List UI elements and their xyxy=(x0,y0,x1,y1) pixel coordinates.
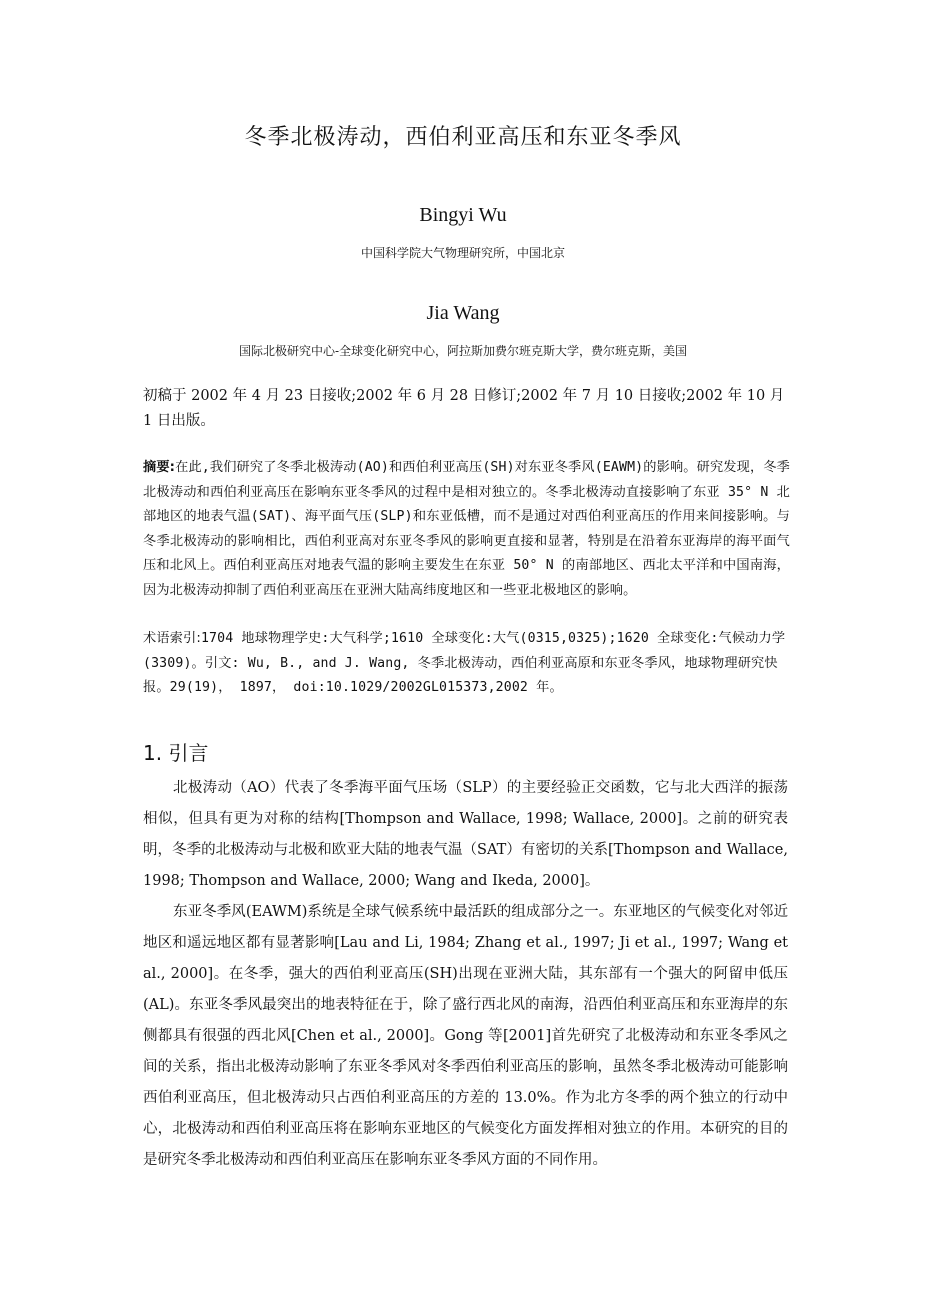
author-affiliation: 中国科学院大气物理研究所，中国北京 xyxy=(360,246,565,260)
abstract xyxy=(143,456,790,603)
author-name: Jia Wang xyxy=(426,302,500,324)
paper-title: 冬季北极涛动，西伯利亚高压和东亚冬季风 xyxy=(244,125,682,150)
body-paragraph: 东亚冬季风(EAWM)系统是全球气候系统中最活跃的组成部分之一。东亚地区的气候变化对邻近地区和遥远地区都有显著影响[Lau and Li, 1984; Zhang et al., 1997; Ji et al., 1997; Wang et al., 2000]。在冬季，强大的西伯利亚高压(SH)出现在亚洲大陆，其东部有一个强大的阿留申低压(AL)。东亚冬季风最突出的地表特征在于，除了盛行西北风的南海，沿西伯利亚高压和东亚海岸的东侧都具有很强的西北风[Chen et al., 2000]。Gong 等[2001]首先研究了北极涛动和东亚冬季风之间的关系，指出北极涛动影响了东亚冬季风对冬季西伯利亚高压的影响，虽然冬季北极涛动可能影响西伯利亚高压，但北极涛动只占西伯利亚高压的方差的 13.0%。作为北方冬季的两个独立的行动中心，北极涛动和西伯利亚高压将在影响东亚地区的气候变化方面发挥相对独立的作用。本研究的目的是研究冬季北极涛动和西伯利亚高压在影响东亚冬季风方面的不同作用。 xyxy=(143,904,788,1168)
body-paragraph: 北极涛动（AO）代表了冬季海平面气压场（SLP）的主要经验正交函数，它与北大西洋的振荡相似，但具有更为对称的结构[Thompson and Wallace, 1998; Wallace, 2000]。之前的研究表明，冬季的北极涛动与北极和欧亚大陆的地表气温（SAT）有密切的关系[Thompson and Wallace, 1998; Thompson and Wallace, 2000; Wang and Ikeda, 2000]。 xyxy=(143,780,788,889)
abstract-label: 摘要: xyxy=(143,460,176,475)
author-affiliation: 国际北极研究中心-全球变化研究中心，阿拉斯加费尔班克斯大学，费尔班克斯，美国 xyxy=(238,344,688,358)
author-name: Bingyi Wu xyxy=(419,204,507,226)
section-heading: 1. 引言 xyxy=(143,741,209,765)
abstract-text: 在此,我们研究了冬季北极涛动(AO)和西伯利亚高压(SH)对东亚冬季风(EAWM)的影响。研究发现，冬季北极涛动和西伯利亚高压在影响东亚冬季风的过程中是相对独立的。冬季北极涛动直接影响了东亚 35° N 北部地区的地表气温(SAT)、海平面气压(SLP)和东亚低槽，而不是通过对西伯利亚高压的作用来间接影响。与冬季北极涛动的影响相比，西伯利亚高对东亚冬季风的影响更直接和显著，特别是在沿着东亚海岸的海平面气压和北风上。西伯利亚高压对地表气温的影响主要发生在东亚 50° N 的南部地区、西北太平洋和中国南海，因为北极涛动抑制了西伯利亚高压在亚洲大陆高纬度地区和一些亚北极地区的影响。 xyxy=(143,460,790,598)
index-terms-label: 术语索引: xyxy=(143,631,201,646)
received-dates: 初稿于 2002 年 4 月 23 日接收;2002 年 6 月 28 日修订;2002 年 7 月 10 日接收;2002 年 10 月 1 日出版。 xyxy=(143,388,785,429)
index-terms xyxy=(143,627,790,701)
index-terms-text: 1704 地球物理学史:大气科学;1610 全球变化:大气(0315,0325);1620 全球变化:气候动力学(3309)。引文: Wu, B., and J. Wang, 冬季北极涛动，西伯利亚高原和东亚冬季风，地球物理研究快报。29(19)， 1897， doi:10.1029/2002GL015373,2002 年。 xyxy=(143,631,786,695)
